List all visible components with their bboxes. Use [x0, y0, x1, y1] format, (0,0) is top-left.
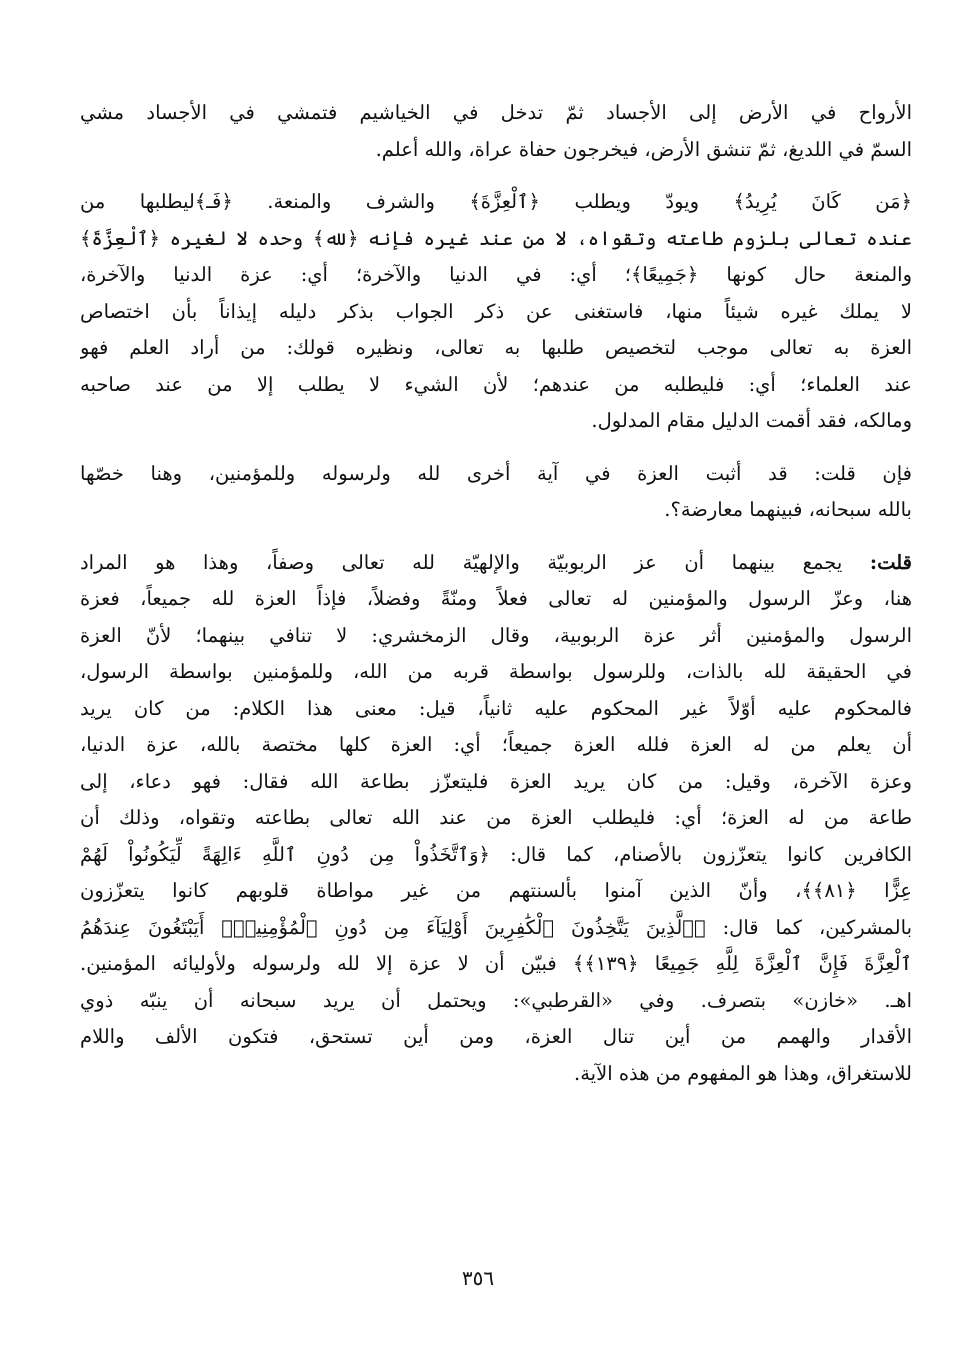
paragraph-gap [80, 440, 912, 456]
text-line-rest: يجمع بينهما أن عز الربوبيّة والإلهيّة لله تعالى وصفاً، وهذا هو المراد [80, 550, 870, 574]
text-line: وعزة الآخرة، وقيل: من كان يريد العزة فليتعزّز بطاعة الله فقال: فهو دعاء، إلى [80, 769, 912, 793]
paragraph-1 [80, 95, 912, 168]
text-line: والمنعة حال كونها ﴿جَمِيعًا﴾؛ أي: في الدنيا والآخرة؛ أي: عزة الدنيا والآخرة، [80, 263, 912, 286]
text-line [80, 545, 912, 582]
text-line: ﴿مَن كَانَ يُرِيدُ﴾ ويودّ ويطلب ﴿ٱلْعِزَّةَ﴾ والشرف والمنعة. ﴿فَـ﴾ليطلبها من [80, 190, 912, 213]
paragraph-4 [80, 545, 912, 1093]
text-line: عنده تعالى بلزوم طاعته وتقواه، لا من عند غيره فإنه ﴿لله﴾ وحده لا لغيره ﴿ٱلْعِزَّةَ﴾ [80, 226, 912, 250]
bold-lead-word: قلت: [869, 550, 912, 574]
text-line: عِزًّا ﴿٨١﴾﴾، وأنّ الذين آمنوا بألسنتهم من غير مواطاة قلوبهم كانوا يتعزّزون [80, 879, 912, 902]
text-line: عند العلماء؛ أي: فليطلبه من عندهم؛ لأن الشيء لا يطلب إلا من عند صاحبه [80, 372, 912, 396]
text-line: العزة به تعالى موجب لتخصيص طلبها به تعالى، ونظيره قولك: من أراد العلم فهو [80, 336, 912, 359]
text-line: ومالكه، فقد أقمت الدليل مقام المدلول. [591, 409, 912, 432]
text-line: الرسول والمؤمنين أثر عزة الربوبية، وقال الزمخشري: لا تنافي بينهما؛ لأنّ العزة [80, 623, 912, 647]
paragraph-3 [80, 456, 912, 529]
text-line: في الحقيقة لله بالذات، وللرسول بواسطة قربه من الله، وللمؤمنين بواسطة الرسول، [80, 660, 912, 683]
text-line: ٱلْعِزَّةَ فَإِنَّ ٱلْعِزَّةَ لِلَّهِ جَمِيعًا ﴿١٣٩﴾﴾ فبيّن أن لا عزة إلا لله ولرسوله ولأوليائه المؤمنين. [80, 952, 912, 975]
text-line: فإن قلت: قد أثبت العزة في آية أخرى لله ولرسوله وللمؤمنين، وهنا خصّها [80, 461, 912, 485]
text-line: بالمشركين، كما قال: ﴿ٱلَّذِينَ يَتَّخِذُونَ ٱلْكَٰفِرِينَ أَوْلِيَآءَ مِن دُونِ ٱلْمُؤْمِنِينَۚ أَيَبْتَغُونَ عِندَهُمُ [80, 915, 912, 939]
text-line: الكافرين كانوا يتعزّزون بالأصنام، كما قال: ﴿وَٱتَّخَذُواْ مِن دُونِ ٱللَّهِ ءَالِهَةً لِّيَكُونُواْ لَهُمْ [80, 842, 912, 866]
text-line: هنا، وعزّ الرسول والمؤمنين له تعالى فعلاً ومنّةً وفضلاً، فإذاً العزة لله جميعاً، فعزة [80, 587, 912, 610]
text-line: الأرواح في الأرض إلى الأجساد ثمّ تدخل في الخياشيم فتمشي في الأجساد مشي [80, 101, 912, 124]
paragraph-2 [80, 184, 912, 440]
text-line: لا يملك غيره شيئاً منها، فاستغنى عن ذكر الجواب بذكر دليله إيذاناً بأن اختصاص [80, 299, 912, 323]
page-body [80, 95, 912, 1092]
text-line: فالمحكوم عليه أوّلاً غير المحكوم عليه ثانياً، قيل: معنى هذا الكلام: من كان يريد [80, 696, 912, 720]
text-line: الأقدار والهمم من أين تنال العزة، ومن أين تستحق، فتكون الألف واللام [80, 1025, 912, 1048]
page-number: ٣٥٦ [461, 1266, 495, 1290]
text-line: اهـ. «خازن» بتصرف. وفي «القرطبي»: ويحتمل أن يريد سبحانه أن ينبّه ذوي [80, 988, 912, 1012]
text-line: بالله سبحانه، فبينهما معارضة؟. [664, 498, 912, 521]
text-line: أن يعلم من له العزة فلله العزة جميعاً؛ أي: العزة كلها مختصة بالله، عزة الدنيا، [80, 733, 912, 756]
text-line: السمّ في اللديغ، ثمّ تنشق الأرض، فيخرجون حفاة عراة، والله أعلم. [375, 137, 912, 161]
text-line: للاستغراق، وهذا هو المفهوم من هذه الآية. [574, 1061, 912, 1085]
text-line: طاعة من له العزة؛ أي: فليطلب العزة من عند الله تعالى بطاعته وتقواه، وذلك أن [80, 806, 912, 829]
paragraph-gap [80, 529, 912, 545]
paragraph-gap [80, 168, 912, 184]
